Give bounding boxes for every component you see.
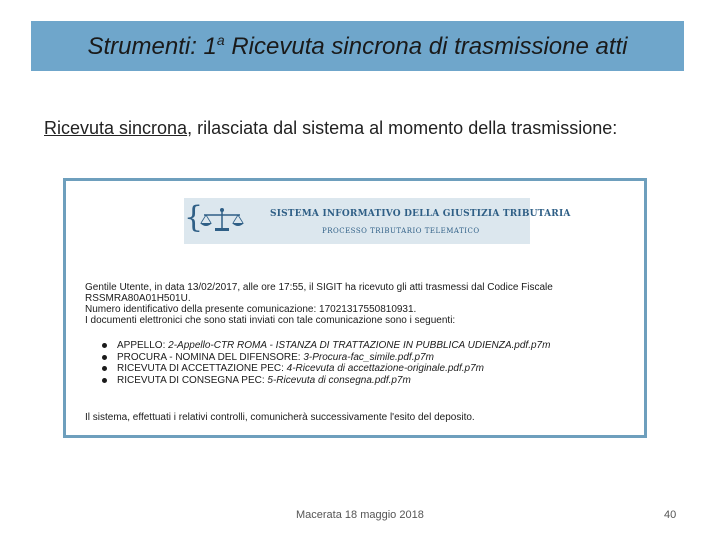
title-prefix: Strumenti: 1 <box>87 32 217 60</box>
document-item <box>117 363 633 375</box>
document-item <box>117 352 633 364</box>
document-item <box>117 340 633 352</box>
document-type: RICEVUTA DI CONSEGNA PEC: <box>117 374 268 386</box>
banner-title: SISTEMA INFORMATIVO DELLA GIUSTIZIA TRIBUTARIA <box>270 209 571 219</box>
document-filename: 3-Procura-fac_simile.pdf.p7m <box>303 351 434 363</box>
document-type: PROCURA - NOMINA DEL DIFENSORE: <box>117 351 304 363</box>
subtitle-rest: , rilasciata dal sistema al momento della trasmissione: <box>187 118 618 138</box>
subtitle-underlined: Ricevuta sincrona <box>44 118 188 138</box>
intro-line: I documenti elettronici che sono stati inviati con tale comunicazione sono i seguenti: <box>85 315 456 326</box>
intro-line: RSSMRA80A01H501U. <box>85 293 191 304</box>
document-filename: 5-Ricevuta di consegna.pdf.p7m <box>267 374 411 386</box>
document-filename: 2-Appello-CTR ROMA - ISTANZA DI TRATTAZIONE IN PUBBLICA UDIENZA.pdf.p7m <box>168 340 551 351</box>
title-superscript: a <box>216 31 225 48</box>
footer-date: Macerata 18 maggio 2018 <box>296 509 424 521</box>
document-type: RICEVUTA DI ACCETTAZIONE PEC: <box>117 363 287 374</box>
intro-line: Numero identificativo della presente comunicazione: 17021317550810931. <box>85 304 417 315</box>
banner-brace-icon: { <box>184 200 204 235</box>
document-item <box>117 375 633 387</box>
intro-line: Gentile Utente, in data 13/02/2017, alle ore 17:55, il SIGIT ha ricevuto gli atti trasmessi dal Codice Fiscale <box>85 282 553 293</box>
page-number: 40 <box>664 509 677 521</box>
document-list <box>85 340 633 386</box>
sigit-banner <box>184 198 571 244</box>
receipt-screenshot-panel <box>63 178 647 438</box>
slide-title <box>87 32 627 61</box>
scales-of-justice-icon <box>198 207 258 233</box>
banner-subtitle: PROCESSO TRIBUTARIO TELEMATICO <box>322 227 480 235</box>
receipt-message <box>85 282 633 423</box>
slide-title-bar <box>31 21 684 71</box>
slide-subtitle <box>44 118 617 139</box>
document-filename: 4-Ricevuta di accettazione-originale.pdf.p7m <box>286 363 484 374</box>
title-suffix: Ricevuta sincrona di trasmissione atti <box>224 32 628 60</box>
closing-line: Il sistema, effettuati i relativi controlli, comunicherà successivamente l'esito del deposito. <box>85 412 475 423</box>
document-type: APPELLO: <box>117 340 169 351</box>
